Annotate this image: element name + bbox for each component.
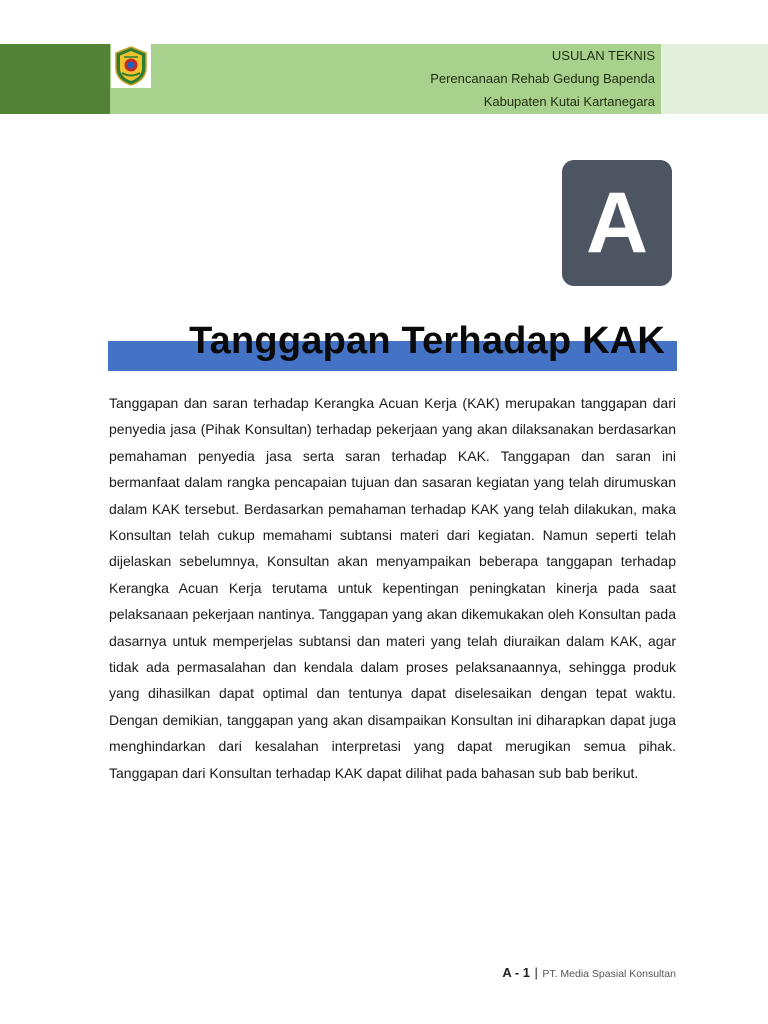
footer-company: PT. Media Spasial Konsultan [542, 968, 676, 980]
page-number: A - 1 [502, 965, 531, 980]
body-paragraph: Tanggapan dan saran terhadap Kerangka Acuan Kerja (KAK) merupakan tanggapan dari penyedia jasa (Pihak Konsultan) terhadap pekerjaan yang akan dilaksanakan berdasarkan pemahaman penyedia jasa serta saran terhadap KAK. Tanggapan dan saran ini bermanfaat dalam rangka pencapaian tujuan dan sasaran kegiatan yang telah dirumuskan dalam KAK tersebut. Berdasarkan pemahaman terhadap KAK yang telah dilakukan, maka Konsultan telah cukup memahami subtansi materi dari kegiatan. Namun seperti telah dijelaskan sebelumnya, Konsultan akan menyampaikan beberapa tanggapan terhadap Kerangka Acuan Kerja terutama untuk kepentingan peningkatan kinerja pada saat pelaksanaan pekerjaan nantinya. Tanggapan yang akan dikemukakan oleh Konsultan pada dasarnya untuk memperjelas subtansi dan materi yang telah diuraikan dalam KAK, agar tidak ada permasalahan dan kendala dalam proses pelaksanaannya, sehingga produk yang dihasilkan dapat optimal dan tentunya dapat diselesaikan dengan tepat waktu. Dengan demikian, tanggapan yang akan disampaikan Konsultan ini diharapkan dapat juga menghindarkan dari kesalahan interpretasi yang dapat merugikan semua pihak. Tanggapan dari Konsultan terhadap KAK dapat dilihat pada bahasan sub bab berikut. [109, 395, 676, 781]
header-text-block [430, 44, 655, 113]
chapter-badge [562, 160, 672, 286]
page-footer [502, 964, 676, 982]
header-project-name: Perencanaan Rehab Gedung Bapenda [430, 71, 655, 86]
header-band-dark [0, 44, 110, 114]
footer-separator: | [534, 965, 538, 980]
header-region: Kabupaten Kutai Kartanegara [483, 94, 655, 109]
header-band-light [661, 44, 768, 114]
chapter-title: Tanggapan Terhadap KAK [189, 320, 665, 362]
chapter-letter: A [585, 175, 649, 271]
regency-emblem-icon [111, 44, 151, 88]
header-document-type: USULAN TEKNIS [551, 48, 655, 63]
